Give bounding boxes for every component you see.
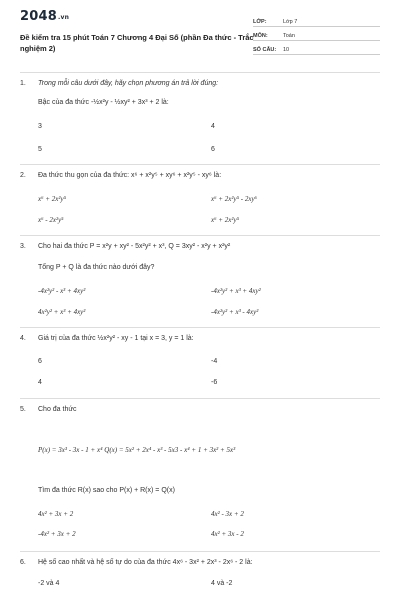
question-number: 4. xyxy=(20,335,26,342)
question-text: Cho hai đa thức P = x²y + xy² - 5x²y² + x³, Q = 3xy² - x²y + x²y² xyxy=(38,243,231,250)
meta-label: LỚP: xyxy=(253,19,267,25)
question-number: 2. xyxy=(20,172,26,179)
logo-text: 2048 xyxy=(20,9,57,24)
divider xyxy=(20,398,380,399)
option-b[interactable]: 4 xyxy=(211,123,215,130)
divider xyxy=(20,164,380,165)
meta-value: 10 xyxy=(283,47,290,53)
option-c[interactable]: -4x² + 3x + 2 xyxy=(38,530,76,538)
meta-label: SỐ CÂU: xyxy=(253,47,277,53)
option-a[interactable]: x⁶ + 2x²y⁵ xyxy=(38,195,67,203)
meta-value: Lớp 7 xyxy=(283,19,298,25)
meta-row-subject xyxy=(253,28,380,41)
option-b[interactable]: 4 và -2 xyxy=(211,580,233,587)
option-c[interactable]: 5 xyxy=(38,146,42,153)
option-b[interactable]: -4x²y² + x³ + 4xy² xyxy=(211,287,261,295)
site-logo[interactable] xyxy=(20,9,69,24)
option-b[interactable]: x⁶ + 2x²y⁵ - 2xy⁶ xyxy=(211,195,257,203)
logo-suffix: .vn xyxy=(57,14,70,21)
divider xyxy=(20,72,380,73)
option-d[interactable]: x⁶ + 2x²y⁵ xyxy=(211,216,240,224)
option-d[interactable]: -6 xyxy=(211,379,218,386)
divider xyxy=(20,235,380,236)
option-c[interactable]: 4 xyxy=(38,379,42,386)
option-d[interactable]: -4x²y² + x³ - 4xy² xyxy=(211,308,259,316)
option-c[interactable]: x⁶ - 2x²y⁵ xyxy=(38,216,64,224)
question-number: 6. xyxy=(20,559,26,566)
question-text: Bậc của đa thức -½x²y - ½xy² + 3x³ + 2 là: xyxy=(38,99,169,106)
meta-value: Toán xyxy=(283,33,295,39)
question-number: 5. xyxy=(20,406,26,413)
meta-row-count xyxy=(253,42,380,55)
option-d[interactable]: 4x² + 3x - 2 xyxy=(211,530,244,538)
question-text: Giá trị của đa thức ½x²y² - xy - 1 tại x = 3, y = 1 là: xyxy=(38,335,194,342)
question-text: Cho đa thức xyxy=(38,406,77,413)
question-text: Hệ số cao nhất và hệ số tự do của đa thức 4x⁶ - 3x² + 2x³ - 2x⁶ - 2 là: xyxy=(38,559,253,566)
option-b[interactable]: -4 xyxy=(211,358,218,365)
option-a[interactable]: -2 và 4 xyxy=(38,580,60,587)
meta-info xyxy=(253,14,380,56)
question-number: 3. xyxy=(20,243,26,250)
option-c[interactable]: 4x²y² + x³ + 4xy² xyxy=(38,308,86,316)
meta-row-class xyxy=(253,14,380,27)
question-subtext: Tổng P + Q là đa thức nào dưới đây? xyxy=(38,264,155,271)
option-a[interactable]: 6 xyxy=(38,358,42,365)
option-a[interactable]: 4x² + 3x + 2 xyxy=(38,510,74,518)
question-text: Đa thức thu gọn của đa thức: x⁶ + x²y⁵ + xy⁶ + x²y⁵ - xy⁶ là: xyxy=(38,172,222,179)
option-a[interactable]: 3 xyxy=(38,123,42,130)
divider xyxy=(20,551,380,552)
question-subtext: Tìm đa thức R(x) sao cho P(x) + R(x) = Q(x) xyxy=(38,487,175,494)
polynomial-formula: P(x) = 3x³ - 3x - 1 + x⁴ Q(x) = 5x² + 2x⁴ - x³ - 5x3 - x⁴ + 1 + 3x² + 5x³ xyxy=(38,446,236,454)
option-b[interactable]: 4x² - 3x + 2 xyxy=(211,510,244,518)
option-a[interactable]: -4x²y² - x³ + 4xy² xyxy=(38,287,86,295)
question-number: 1. xyxy=(20,80,26,87)
meta-label: MÔN: xyxy=(253,33,268,39)
option-d[interactable]: 6 xyxy=(211,146,215,153)
divider xyxy=(20,327,380,328)
worksheet-title: Đề kiểm tra 15 phút Toán 7 Chương 4 Đại Số (phần Đa thức - Trắc nghiệm 2) xyxy=(20,33,254,53)
question-instruction: Trong mỗi câu dưới đây, hãy chọn phương án trả lời đúng: xyxy=(38,80,219,87)
